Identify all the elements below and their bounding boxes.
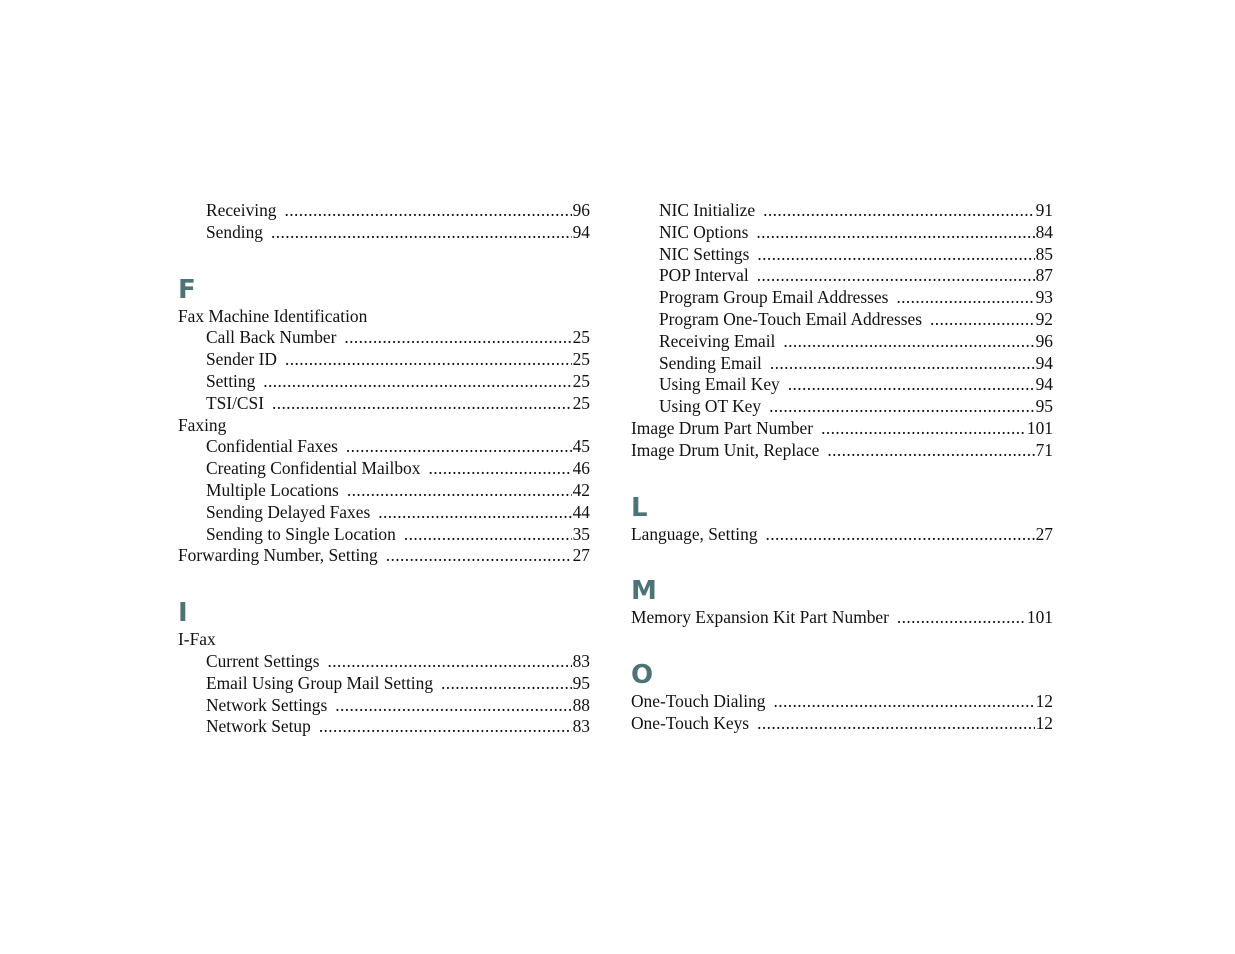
- index-entry-label: POP Interval: [659, 265, 749, 286]
- index-entry-label: NIC Options: [659, 221, 749, 242]
- index-entry-label: NIC Settings: [659, 243, 750, 264]
- index-entry-page-number: 101: [1026, 607, 1053, 628]
- index-entry-page-number: 83: [572, 716, 590, 737]
- dot-leader: [821, 418, 1026, 440]
- index-entry-nic-initialize: [631, 200, 1053, 222]
- dot-leader: [386, 545, 572, 567]
- index-entry-page-number: 12: [1035, 712, 1053, 733]
- dot-leader: [263, 371, 571, 393]
- index-entry-page-number: 88: [572, 694, 590, 715]
- dot-leader: [328, 651, 572, 673]
- dot-leader: [770, 353, 1035, 375]
- index-entry-sending-delayed-faxes: [178, 502, 590, 524]
- dot-leader: [271, 222, 572, 244]
- index-entry-page-number: 45: [572, 436, 590, 457]
- index-letter-heading-i: I: [178, 598, 188, 629]
- index-entry-nic-options: [631, 222, 1053, 244]
- index-entry-page-number: 95: [1035, 396, 1053, 417]
- index-entry-page-number: 84: [1035, 221, 1053, 242]
- index-entry-label: Email Using Group Mail Setting: [206, 672, 434, 693]
- index-entry-label: Creating Confidential Mailbox: [206, 458, 421, 479]
- dot-leader: [757, 713, 1035, 735]
- dot-leader: [896, 287, 1034, 309]
- index-entry-nic-settings: [631, 244, 1053, 266]
- index-entry-program-one-touch-email-addresses: [631, 309, 1053, 331]
- index-entry-page-number: 71: [1035, 439, 1053, 460]
- index-entry-page-number: 27: [1035, 523, 1053, 544]
- index-entry-page-number: 25: [572, 327, 590, 348]
- index-entry-label: Faxing: [178, 414, 227, 435]
- index-column-right: [631, 200, 1053, 735]
- dot-leader: [344, 327, 571, 349]
- index-entry-sending-email: [631, 353, 1053, 375]
- index-entry-label: Sending Delayed Faxes: [206, 501, 371, 522]
- index-entry-label: One-Touch Keys: [631, 712, 750, 733]
- index-entry-page-number: 94: [572, 221, 590, 242]
- dot-leader: [346, 436, 572, 458]
- index-entry-network-settings: [178, 695, 590, 717]
- index-entry-page-number: 94: [1035, 352, 1053, 373]
- index-letter-heading-m: M: [631, 576, 657, 607]
- index-entry-multiple-locations: [178, 480, 590, 502]
- index-letter-heading-o: O: [631, 660, 654, 691]
- index-entry-label: Current Settings: [206, 650, 320, 671]
- index-entry-label: Receiving Email: [659, 330, 776, 351]
- index-entry-label: Confidential Faxes: [206, 436, 338, 457]
- index-entry-label: Sender ID: [206, 349, 277, 370]
- index-entry-label: Sending: [206, 221, 264, 242]
- index-entry-label: Setting: [206, 370, 256, 391]
- index-entry-label: Multiple Locations: [206, 479, 339, 500]
- index-entry-label: One-Touch Dialing: [631, 691, 766, 712]
- index-entry-page-number: 46: [572, 458, 590, 479]
- index-entry-label: Call Back Number: [206, 327, 337, 348]
- index-entry-label: NIC Initialize: [659, 200, 756, 220]
- dot-leader: [769, 396, 1035, 418]
- index-entry-label: I-Fax: [178, 629, 216, 650]
- index-entry-label: Forwarding Number, Setting: [178, 545, 378, 566]
- index-entry-page-number: 42: [572, 479, 590, 500]
- dot-leader: [788, 374, 1035, 396]
- index-entry-page-number: 93: [1035, 287, 1053, 308]
- index-entry-language-setting: [631, 524, 1053, 546]
- dot-leader: [285, 200, 572, 222]
- index-entry-sender-id: [178, 349, 590, 371]
- index-entry-setting: [178, 371, 590, 393]
- index-entry-forwarding-number-setting: [178, 545, 590, 567]
- index-entry-memory-expansion-kit-part-number: [631, 607, 1053, 629]
- index-entry-label: Sending Email: [659, 352, 762, 373]
- index-entry-faxing: [178, 415, 590, 437]
- index-entry-using-ot-key: [631, 396, 1053, 418]
- dot-leader: [827, 440, 1034, 462]
- index-entry-page-number: 96: [1035, 330, 1053, 351]
- index-entry-label: Receiving: [206, 200, 277, 220]
- dot-leader: [428, 458, 571, 480]
- index-letter-heading-f: F: [178, 274, 196, 305]
- dot-leader: [404, 524, 572, 546]
- dot-leader: [272, 393, 572, 415]
- index-entry-one-touch-dialing: [631, 691, 1053, 713]
- index-entry-page-number: 44: [572, 501, 590, 522]
- index-entry-i-fax: [178, 629, 590, 651]
- index-entry-label: Sending to Single Location: [206, 523, 396, 544]
- index-entry-page-number: 83: [572, 650, 590, 671]
- dot-leader: [756, 222, 1034, 244]
- dot-leader: [757, 265, 1035, 287]
- index-entry-label: Fax Machine Identification: [178, 305, 368, 326]
- index-entry-label: Program One-Touch Email Addresses: [659, 308, 922, 329]
- index-entry-label: Memory Expansion Kit Part Number: [631, 607, 889, 628]
- index-entry-creating-confidential-mailbox: [178, 458, 590, 480]
- index-entry-page-number: 27: [572, 545, 590, 566]
- index-entry-page-number: 85: [1035, 243, 1053, 264]
- index-entry-page-number: 95: [572, 672, 590, 693]
- index-entry-receiving-email: [631, 331, 1053, 353]
- index-entry-call-back-number: [178, 327, 590, 349]
- index-entry-email-using-group-mail-setting: [178, 673, 590, 695]
- dot-leader: [285, 349, 572, 371]
- dot-leader: [897, 607, 1026, 629]
- index-entry-image-drum-part-number: [631, 418, 1053, 440]
- index-entry-using-email-key: [631, 374, 1053, 396]
- index-entry-label: Image Drum Unit, Replace: [631, 439, 820, 460]
- dot-leader: [319, 716, 572, 738]
- index-entry-page-number: 91: [1035, 200, 1053, 220]
- index-entry-page-number: 25: [572, 392, 590, 413]
- index-entry-label: Image Drum Part Number: [631, 417, 814, 438]
- index-entry-image-drum-unit-replace: [631, 440, 1053, 462]
- index-entry-page-number: 25: [572, 349, 590, 370]
- index-entry-page-number: 35: [572, 523, 590, 544]
- index-letter-heading-l: L: [631, 492, 648, 523]
- index-entry-network-setup: [178, 716, 590, 738]
- dot-leader: [783, 331, 1034, 353]
- dot-leader: [930, 309, 1035, 331]
- index-entry-confidential-faxes: [178, 436, 590, 458]
- index-entry-page-number: 87: [1035, 265, 1053, 286]
- dot-leader: [441, 673, 572, 695]
- index-entry-receiving: [178, 200, 590, 222]
- index-entry-pop-interval: [631, 265, 1053, 287]
- index-entry-fax-machine-identification: [178, 306, 590, 328]
- index-entry-page-number: 96: [572, 200, 590, 220]
- index-entry-label: Program Group Email Addresses: [659, 287, 889, 308]
- index-entry-label: Network Setup: [206, 716, 311, 737]
- index-entry-label: Language, Setting: [631, 523, 758, 544]
- index-entry-sending: [178, 222, 590, 244]
- dot-leader: [347, 480, 572, 502]
- index-entry-program-group-email-addresses: [631, 287, 1053, 309]
- dot-leader: [774, 691, 1035, 713]
- dot-leader: [763, 200, 1035, 222]
- index-entry-one-touch-keys: [631, 713, 1053, 735]
- index-entry-page-number: 94: [1035, 374, 1053, 395]
- dot-leader: [378, 502, 571, 524]
- index-entry-tsi-csi: [178, 393, 590, 415]
- index-entry-page-number: 25: [572, 370, 590, 391]
- dot-leader: [766, 524, 1035, 546]
- dot-leader: [757, 244, 1034, 266]
- index-entry-current-settings: [178, 651, 590, 673]
- index-entry-page-number: 92: [1035, 308, 1053, 329]
- index-entry-label: Network Settings: [206, 694, 328, 715]
- index-entry-label: Using OT Key: [659, 396, 762, 417]
- index-entry-page-number: 12: [1035, 691, 1053, 712]
- index-entry-page-number: 101: [1026, 417, 1053, 438]
- index-entry-label: TSI/CSI: [206, 392, 264, 413]
- index-entry-sending-to-single-location: [178, 524, 590, 546]
- index-column-left: [178, 200, 590, 738]
- index-entry-label: Using Email Key: [659, 374, 780, 395]
- dot-leader: [335, 695, 571, 717]
